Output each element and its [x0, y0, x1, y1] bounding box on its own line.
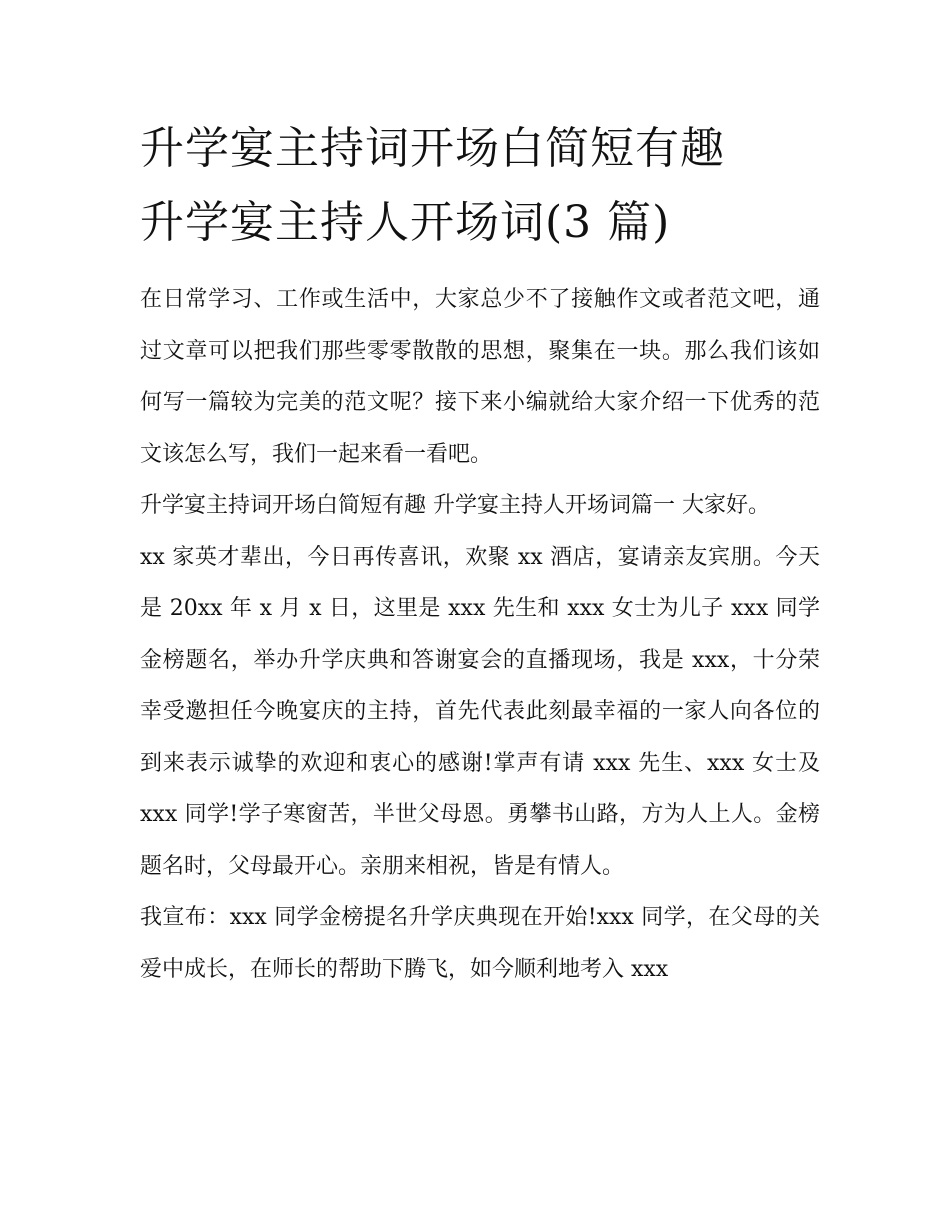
- document-title: [140, 112, 820, 260]
- intro-paragraph: 在日常学习、工作或生活中，大家总少不了接触作文或者范文吧，通过文章可以把我们那些零零散散的思想，聚集在一块。那么我们该如何写一篇较为完美的范文呢？接下来小编就给大家介绍一下优秀的范文该怎么写，我们一起来看一看吧。: [140, 287, 820, 467]
- opening-speech-paragraph: xx 家英才辈出，今日再传喜讯，欢聚 xx 酒店，宴请亲友宾朋。今天是 20xx 年 x 月 x 日，这里是 xxx 先生和 xxx 女士为儿子 xxx 同学金榜题名，举办升学庆典和答谢宴会的直播现场，我是 xxx，十分荣幸受邀担任今晚宴庆的主持，首先代表此刻最幸福的一家人向各位的到来表示诚挚的欢迎和衷心的感谢!掌声有请 xxx 先生、xxx 女士及 xxx 同学!学子寒窗苦，半世父母恩。勇攀书山路，方为人上人。金榜题名时，父母最开心。亲朋来相祝，皆是有情人。: [140, 544, 820, 879]
- title-line-1: 升学宴主持词开场白简短有趣: [140, 123, 725, 174]
- section-heading-paragraph: 升学宴主持词开场白简短有趣 升学宴主持人开场词篇一 大家好。: [140, 493, 770, 518]
- document-body: [140, 112, 820, 995]
- title-line-2: 升学宴主持人开场词(3 篇): [140, 197, 671, 248]
- announcement-paragraph: 我宣布：xxx 同学金榜提名升学庆典现在开始!xxx 同学，在父母的关爱中成长，在师长的帮助下腾飞，如今顺利地考入 xxx: [140, 905, 820, 982]
